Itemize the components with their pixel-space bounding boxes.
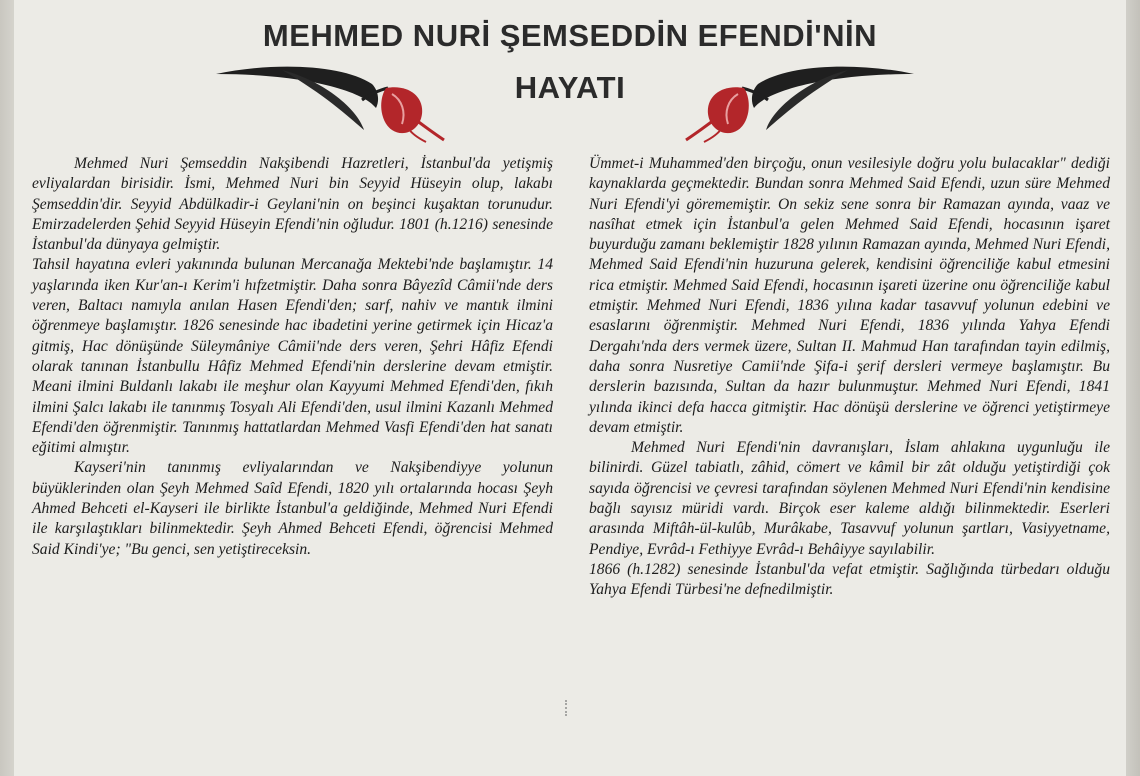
- paragraph: 1866 (h.1282) senesinde İstanbul'da vefat etmiştir. Sağlığında türbedarı olduğu Yahya Efendi Türbesi'ne defnedilmiştir.: [589, 560, 1110, 599]
- left-text-column: [32, 154, 553, 560]
- leaf-and-flower-bud-ornament-right-icon: [682, 60, 918, 144]
- paragraph: Mehmed Nuri Efendi'nin davranışları, İslam ahlakına uygunluğu ile bilinirdi. Güzel tabiatlı, zâhid, cömert ve kâmil bir zât olduğu yetiştirdiği çok sayıda öğrencisi ve çevresi tarafından söylenen Mehmed Nuri Efendi'nin kendisine bağlı sayısız müridi vardı. Birçok eser kaleme aldığı bilinmektedir. Eserleri arasında Miftâh-ül-kulûb, Murâkabe, Tasavvuf yolunun şartları, Vasiyyetname, Pendiye, Evrâd-ı Fethiyye Evrâd-ı Behâiyye sayılabilir.: [589, 439, 1110, 558]
- page-title: MEHMED NURİ ŞEMSEDDİN EFENDİ'NİN: [262, 18, 878, 53]
- decorative-mark: [565, 700, 574, 716]
- paragraph: Tahsil hayatına evleri yakınında bulunan Mercanağa Mektebi'nde başlamıştır. 14 yaşlarında iken Kur'an-ı Kerim'i hıfzetmiştir. Daha sonra Bâyezîd Câmii'nde ders veren, Baltacı namıyla anılan Hasen Efendi'den; sarf, nahiv ve mantık ilmini öğrenmeye başlamıştır. 1826 senesinde hac ibadetini yerine getirmek için Hicaz'a gitmiş, Hac dönüşünde Süleymâniye Câmii'nde ders veren, Şehri Hâfiz Efendi olarak tanınan İstanbullu Hâfiz Mehmed Efendi'nin derslerine devam etmiştir. Meani ilmini Buldanlı lakabı ile meşhur olan Kayyumi Mehmed Efendi'den, fıkıh ilmini Şalcı lakabı ile tanınmış Tosyalı Ali Efendi'den, usul ilmini Kazanlı Mehmed Efendi'den öğrenmiştir. Tanınmış hattatlardan Mehmed Vasfi Efendi'den hat sanatı eğitimi almıştır.: [32, 256, 553, 457]
- right-text-column: [589, 154, 1110, 601]
- page-subtitle: HAYATI: [514, 70, 626, 105]
- paragraph: Mehmed Nuri Şemseddin Nakşibendi Hazretleri, İstanbul'da yetişmiş evliyalardan birisidir. İsmi, Mehmed Nuri bin Seyyid Hüseyin olup, lakabı Şemseddin'dir. Seyyid Abdülkadir-i Geylani'nin on beşinci kuşaktan torunudur. Emirzadelerden Şehid Seyyid Hüseyin Efendi'nin oğludur. 1801 (h.1216) senesinde İstanbul'da dünyaya gelmiştir.: [32, 155, 553, 254]
- paragraph: Ümmet-i Muhammed'den birçoğu, onun vesilesiyle doğru yolu bulacaklar" dediği kaynaklarda geçmektedir. Bundan sonra Mehmed Said Efendi, uzun süre Mehmed Nuri Efendi'yi görememiştir. On sekiz sene sonra bir Ramazan ayında, vaaz ve nasîhat etmek için İstanbul'a gelen Mehmed Said Efendi, hocasının işaret buyurduğu zamanı beklemiştir 1828 yılının Ramazan ayında, Mehmed Nuri Efendi, Mehmed Said Efendi'nin huzuruna gelerek, kendisini öğrenciliğe kabul etmesini rica etmiştir. Mehmed Said Efendi, hocasının işareti üzerine onu öğrenciliğe kabul etmiştir. Mehmed Nuri Efendi, 1836 yılına kadar tasavvuf yolunun edebini ve esaslarını öğrenmiştir. Mehmed Nuri Efendi, 1836 yılında Yahya Efendi Dergahı'nda ders vermek üzere, Sultan II. Mahmud Han tarafından tayin edilmiş, daha sonra Nusretiye Camii'nde Şifa-i şerif dersleri vermeye başlamıştır. Bu derslerin bazısında, Sultan da hazır bulunmuştur. Mehmed Nuri Efendi, 1841 yılında ikinci defa hacca gitmiştir. Hac dönüşü derslerine ve öğrenci yetiştirmeye devam etmiştir.: [589, 155, 1110, 436]
- leaf-and-flower-bud-ornament-left-icon: [212, 60, 448, 144]
- paragraph: Kayseri'nin tanınmış evliyalarından ve Nakşibendiyye yolunun büyüklerinden olan Şeyh Mehmed Saîd Efendi, 1820 yılı ortalarında hocası Şeyh Ahmed Behceti el-Kayseri ile birlikte İstanbul'a geldiğinde, Mehmed Nuri Efendi ile karşılaştıkları bilinmektedir. Şeyh Ahmed Behceti Efendi, öğrencisi Mehmed Said Kindi'ye; "Bu genci, sen yetiştireceksin.: [32, 459, 553, 558]
